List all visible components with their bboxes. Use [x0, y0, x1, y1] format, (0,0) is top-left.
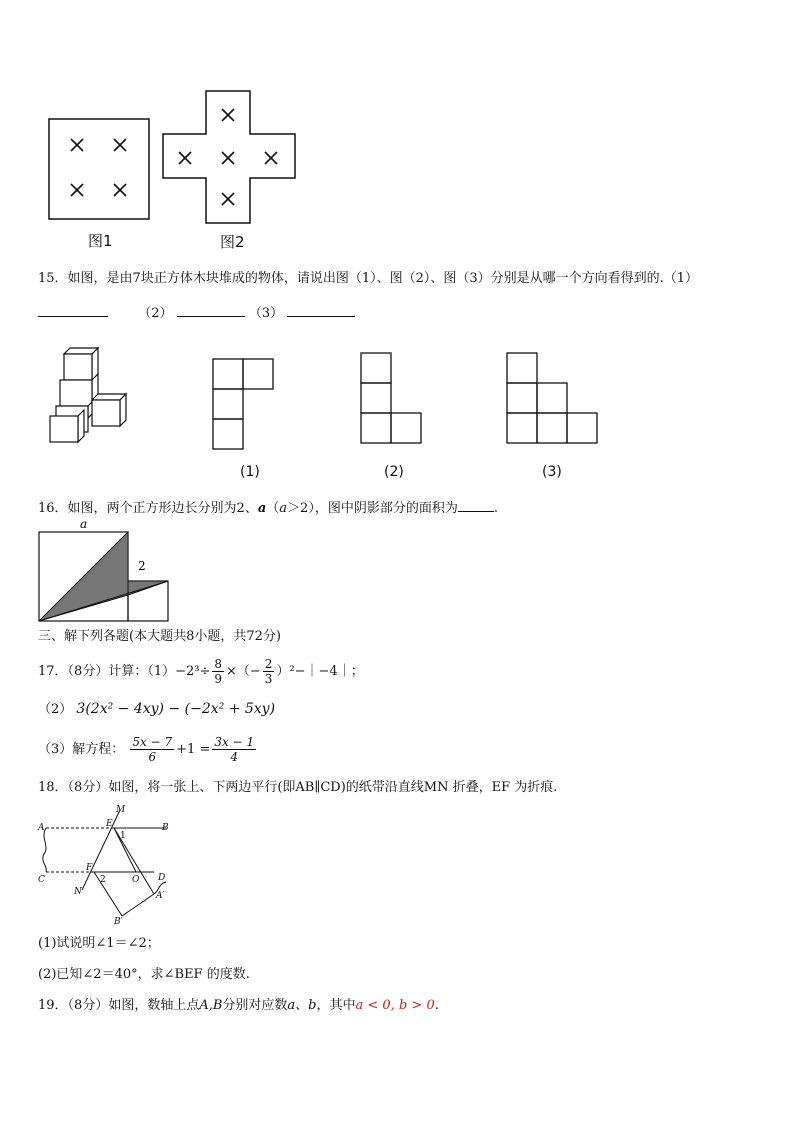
q18-label-Ap: A′ [156, 891, 165, 901]
q16-var-a2: a [279, 501, 288, 516]
q16-var-a: a [257, 501, 267, 516]
q18-text: 18．（8分）如图，将一张上、下两边平行(即AB∥CD)的纸带沿直线MN 折叠，EF 为折痕. [38, 780, 558, 795]
q16-text-c: ＞2），图中阴影部分的面积为 [287, 501, 458, 516]
q19-condition: a < 0, b > 0 [355, 998, 435, 1013]
q17-frac3 [130, 735, 174, 764]
q16-text-b: （ [266, 501, 280, 516]
q17-frac4-den: 4 [230, 750, 239, 764]
q16-label-2: 2 [138, 559, 146, 573]
section3-heading: 三、解下列各题(本大题共8小题，共72分) [38, 629, 281, 644]
q16-text-a: 16．如图，两个正方形边长分别为2、 [38, 501, 258, 516]
q18-sub-1: (1)试说明∠1＝∠2； [38, 936, 160, 951]
q19-text-b: 分别对应数 [222, 998, 288, 1013]
q15-blank-3[interactable] [287, 302, 355, 317]
q19-text-a: 19．（8分）如图，数轴上点 [38, 998, 200, 1013]
q17-line2-expr: 3(2x² − 4xy) − (−2x² + 5xy) [76, 701, 276, 717]
q19-text [38, 997, 439, 1015]
q15-view-3 [506, 352, 598, 444]
q18-label-2: 2 [100, 875, 106, 885]
q18-label-A: A [38, 823, 45, 833]
q16-squares-figure [36, 516, 172, 624]
q15-caption-1: (1) [240, 464, 260, 480]
figure-1-square [48, 118, 152, 222]
q15-caption-3: (3) [542, 464, 562, 480]
q18-label-M: M [116, 805, 126, 815]
q17-line3-label: （3）解方程： [38, 742, 125, 757]
q18-label-D: D [158, 873, 166, 883]
q17-line-2 [38, 700, 275, 719]
q19-vars: a、b [287, 998, 317, 1013]
q15-text: 15．如图，是由7块正方体木块堆成的物体，请说出图（1）、图（2）、图（3）分别是从哪一个方向看得到的.（1） [38, 271, 699, 286]
q18-label-Bp: B′ [114, 917, 123, 927]
q17-frac2-num: 2 [264, 657, 273, 671]
q15-caption-2: (2) [384, 464, 404, 480]
figure-1-caption: 图1 [88, 232, 113, 250]
q17-line2-label: （2） [38, 702, 73, 717]
q17-frac2-den: 3 [264, 672, 273, 686]
q18-fold-figure [36, 802, 186, 928]
q18-label-1: 1 [120, 831, 126, 841]
q17-frac-2-3 [263, 657, 275, 686]
q15-view-2 [360, 352, 422, 444]
q18-sub-2: (2)已知∠2＝40°，求∠BEF 的度数. [38, 967, 250, 982]
q18-label-O: O [132, 875, 140, 885]
q17-frac-8-9 [212, 657, 224, 686]
q15-blank-2[interactable] [177, 302, 245, 317]
q17-plus1: +1 = [176, 742, 211, 757]
q18-label-B: B [162, 823, 169, 833]
q17-line-1 [38, 654, 364, 690]
q16-answer-blank[interactable] [458, 497, 494, 512]
q15-blanks-line [38, 302, 355, 323]
q18-label-N: N [74, 887, 82, 897]
q15-blank-1[interactable] [38, 302, 108, 317]
q17-line1-c: ）²−｜−4｜； [276, 664, 364, 679]
q17-line-3 [38, 732, 258, 768]
q19-points: A,B [199, 998, 223, 1013]
figure-2-caption: 图2 [220, 233, 245, 251]
q17-frac4-num: 3x − 1 [214, 735, 255, 749]
q19-text-c: ，其中 [316, 998, 356, 1013]
q19-text-end: . [434, 998, 439, 1013]
q16-text [38, 497, 498, 518]
q15-view-1 [212, 358, 274, 450]
q15-label-2: （2） [138, 306, 173, 321]
q18-label-E: E [106, 819, 113, 829]
q17-line1-a: 17．（8分）计算：（1）−2³÷ [38, 664, 211, 679]
q17-line1-b: ×（− [226, 664, 261, 679]
q15-cube-stack-figure [48, 346, 132, 448]
figure-2-cross [162, 90, 298, 226]
q17-frac3-num: 5x − 7 [132, 735, 173, 749]
q17-frac1-num: 8 [214, 657, 222, 671]
q17-frac3-den: 6 [148, 750, 157, 764]
q18-label-F: F [86, 863, 93, 873]
q15-label-3: （3） [248, 306, 284, 321]
q17-frac1-den: 9 [214, 672, 222, 686]
q16-label-a: a [80, 517, 88, 531]
q16-text-end: . [493, 501, 498, 516]
q18-label-C: C [38, 875, 45, 885]
q17-frac4 [212, 735, 256, 764]
